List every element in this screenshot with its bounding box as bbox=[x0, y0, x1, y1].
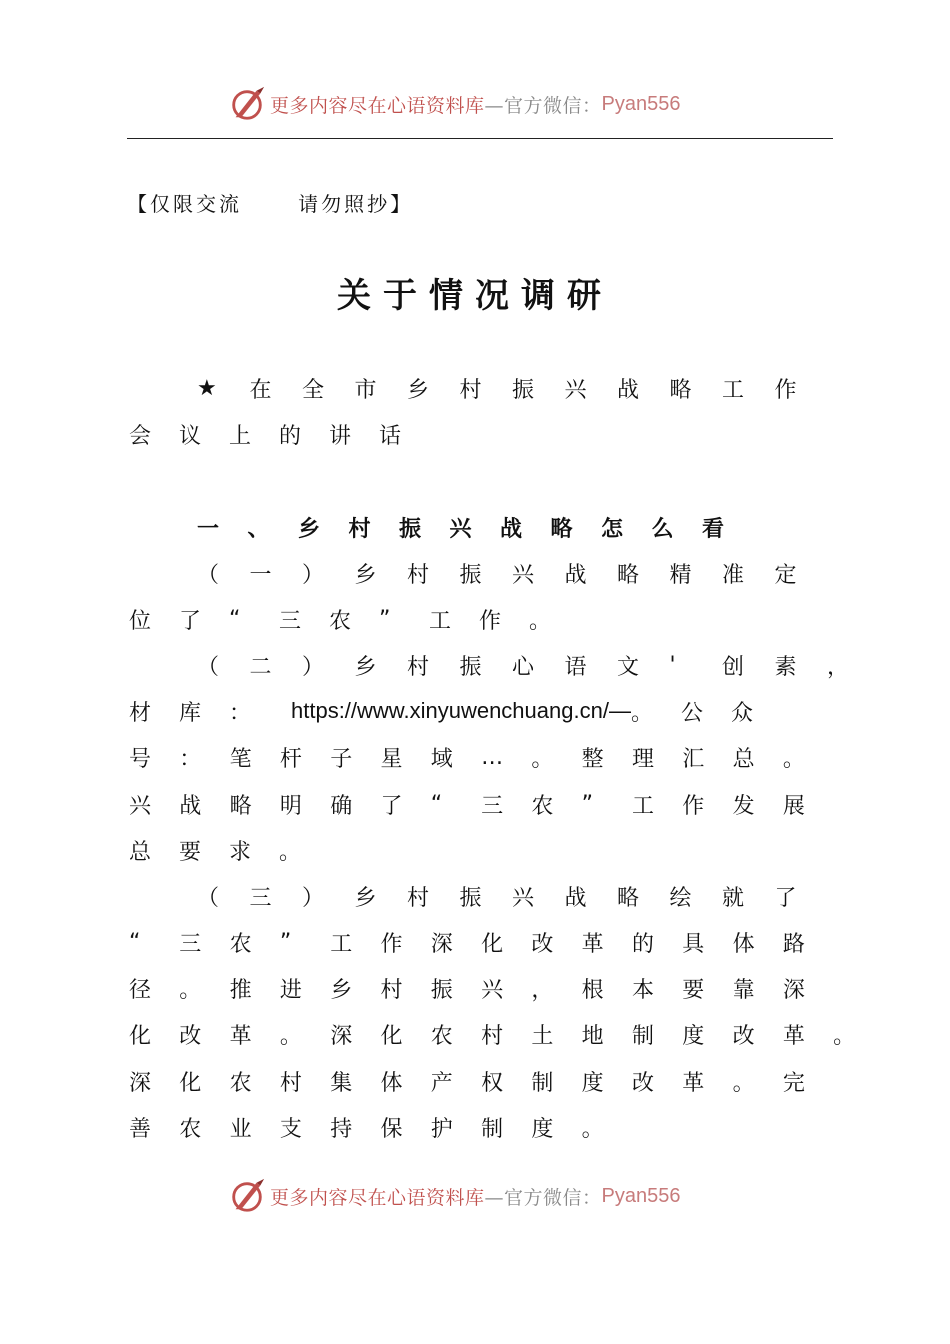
section-heading: 一 、 乡 村 振 兴 战 略 怎 么 看 bbox=[197, 516, 725, 542]
para3-line-4: 化 改 革 。 深 化 农 村 土 地 制 度 改 革 。 bbox=[129, 1023, 856, 1049]
para1-line-2: 位 了 “ 三 农 ” 工 作 。 bbox=[129, 606, 552, 634]
para3-line-1: （ 三 ） 乡 村 振 兴 战 略 绘 就 了 bbox=[197, 885, 797, 911]
para2-line-2-prefix: 材 库 ： bbox=[129, 700, 252, 726]
watermark-wechat-label: —官方微信： bbox=[484, 94, 602, 117]
header-divider bbox=[127, 138, 833, 139]
para3-line-6: 善 农 业 支 持 保 护 制 度 。 bbox=[129, 1116, 604, 1142]
watermark-wechat-id: Pyan556 bbox=[601, 92, 681, 115]
watermark-title: 更多内容尽在心语资料库 bbox=[270, 94, 485, 117]
para2-line-5: 总 要 求 。 bbox=[129, 839, 302, 865]
notice-label: 【仅限交流 请勿照抄】 bbox=[127, 192, 414, 216]
quill-logo-icon bbox=[228, 1177, 266, 1215]
para2-line-4: 兴 战 略 明 确 了 “ 三 农 ” 工 作 发 展 bbox=[129, 791, 805, 819]
para3-line-2: “ 三 农 ” 工 作 深 化 改 革 的 具 体 路 bbox=[129, 929, 805, 957]
watermark-header bbox=[228, 84, 681, 124]
para2-line-2 bbox=[129, 691, 781, 731]
quill-logo-icon bbox=[228, 85, 266, 123]
para1-line-1: （ 一 ） 乡 村 振 兴 战 略 精 准 定 bbox=[197, 562, 797, 588]
source-url: https://www.xinyuwenchuang.cn/— bbox=[291, 698, 631, 723]
watermark-footer bbox=[228, 1176, 681, 1216]
page-title: 关于情况调研 bbox=[337, 276, 613, 316]
para2-line-2-suffix: 。 公 众 bbox=[630, 700, 753, 726]
para3-line-3: 径 。 推 进 乡 村 振 兴 ， 根 本 要 靠 深 bbox=[129, 977, 805, 1003]
watermark-wechat-label: —官方微信： bbox=[484, 1186, 602, 1209]
subtitle-line-1: ★ 在 全 市 乡 村 振 兴 战 略 工 作 bbox=[197, 375, 797, 403]
para2-line-1: （ 二 ） 乡 村 振 心 语 文 ' 创 素 ， bbox=[197, 652, 850, 680]
para3-line-5: 深 化 农 村 集 体 产 权 制 度 改 革 。 完 bbox=[129, 1070, 805, 1096]
para2-line-3: 号 ： 笔 杆 子 星 域 … 。 整 理 汇 总 。 bbox=[129, 744, 805, 772]
watermark-title: 更多内容尽在心语资料库 bbox=[270, 1186, 485, 1209]
watermark-wechat-id: Pyan556 bbox=[601, 1184, 681, 1207]
subtitle-line-2: 会 议 上 的 讲 话 bbox=[129, 423, 402, 449]
